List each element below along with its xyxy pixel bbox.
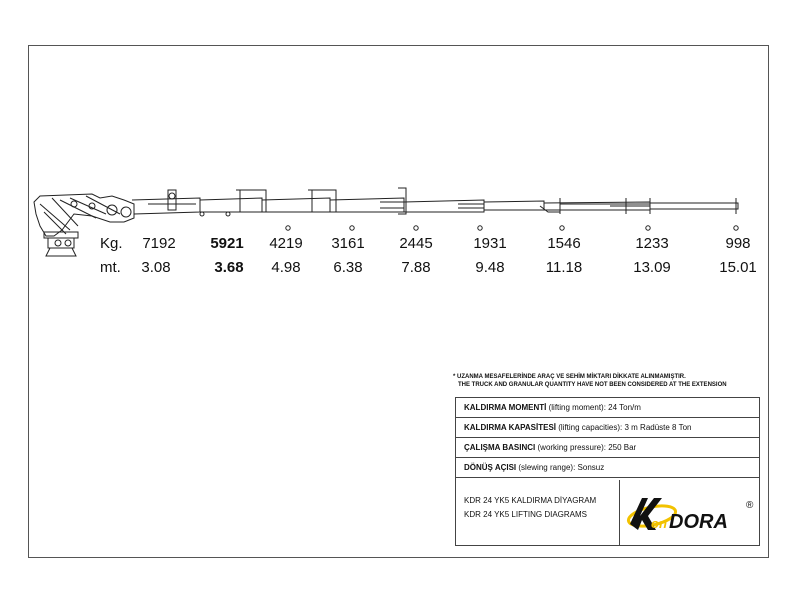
capacity-value-highlight: 5921 bbox=[210, 235, 244, 252]
title-line-en: KDR 24 YK5 LIFTING DIAGRAMS bbox=[464, 510, 587, 519]
radius-row-label: mt. bbox=[100, 259, 121, 276]
radius-value: 15.01 bbox=[719, 259, 757, 276]
capacity-value: 3161 bbox=[331, 235, 365, 252]
capacity-value: 1931 bbox=[473, 235, 507, 252]
capacity-value: 1546 bbox=[547, 235, 581, 252]
capacity-row-label: Kg. bbox=[100, 235, 123, 252]
radius-value: 13.09 bbox=[633, 259, 671, 276]
radius-value: 7.88 bbox=[401, 259, 431, 276]
radius-value-highlight: 3.68 bbox=[214, 259, 244, 276]
capacity-value: 7192 bbox=[142, 235, 176, 252]
radius-value: 9.48 bbox=[475, 259, 505, 276]
capacity-value: 1233 bbox=[635, 235, 669, 252]
logo-cell bbox=[620, 480, 760, 546]
spec-lifting-capacity: KALDIRMA KAPASİTESİ (lifting capacities): 3 m Radüste 8 Ton bbox=[456, 418, 759, 438]
radius-value: 4.98 bbox=[271, 259, 301, 276]
spec-slewing-range: DÖNÜŞ AÇISI (slewing range): Sonsuz bbox=[456, 458, 759, 478]
telescopic-sections bbox=[200, 188, 738, 214]
kondora-logo bbox=[624, 486, 758, 542]
capacity-value: 2445 bbox=[399, 235, 433, 252]
logo-text-on: on bbox=[651, 516, 667, 531]
title-line-tr: KDR 24 YK5 KALDIRMA DİYAGRAM bbox=[464, 496, 597, 505]
extension-markers bbox=[200, 212, 738, 230]
capacity-value: 998 bbox=[725, 235, 751, 252]
note-english: THE TRUCK AND GRANULAR QUANTITY HAVE NOT BEEN CONSIDERED AT THE EXTENSION bbox=[458, 382, 727, 388]
radius-value: 6.38 bbox=[333, 259, 363, 276]
spec-table bbox=[455, 397, 760, 546]
note-turkish: * UZANMA MESAFELERİNDE ARAÇ VE SEHİM MİKTARI DİKKATE ALINMAMIŞTIR. bbox=[453, 374, 686, 380]
registered-mark: ® bbox=[746, 500, 754, 511]
logo-text-dora: DORA bbox=[669, 511, 728, 533]
radius-value: 11.18 bbox=[545, 259, 583, 276]
title-block bbox=[456, 480, 620, 546]
spec-lifting-moment: KALDIRMA MOMENTİ (lifting moment): 24 Ton/m bbox=[456, 398, 759, 418]
radius-value: 3.08 bbox=[141, 259, 171, 276]
main-boom bbox=[132, 190, 200, 214]
spec-working-pressure: ÇALIŞMA BASINCI (working pressure): 250 Bar bbox=[456, 438, 759, 458]
capacity-value: 4219 bbox=[269, 235, 303, 252]
